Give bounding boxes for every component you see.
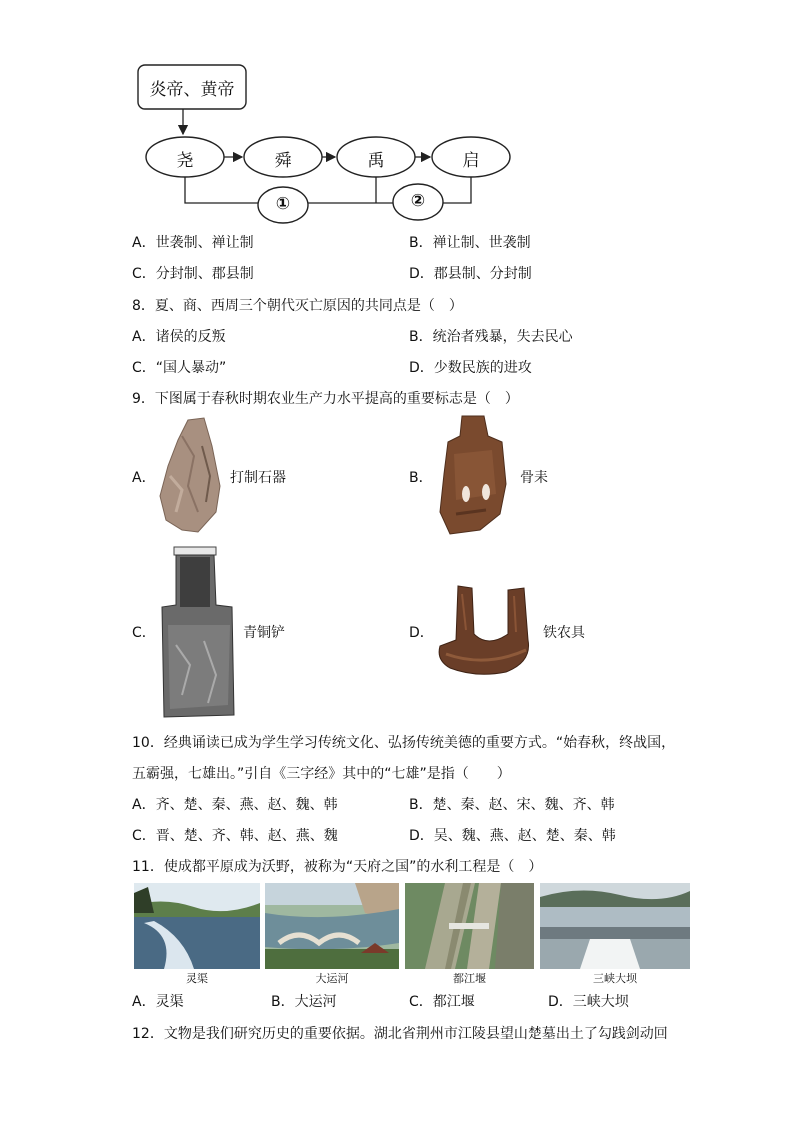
- q9-option-a[interactable]: [132, 469, 156, 487]
- q9-option-a-label: 打制石器: [230, 470, 286, 486]
- q9-option-d-letter: D．: [409, 625, 434, 641]
- q8-stem: 8．夏、商、西周三个朝代灭亡原因的共同点是（ ）: [132, 298, 463, 314]
- q11-option-a-text: 灵渠: [155, 994, 184, 1010]
- marker-2-label: ②: [410, 191, 426, 211]
- q10-stem-line1: 10．经典诵读已成为学生学习传统文化、弘扬传统美德的重要方式。“始春秋，终战国，: [132, 735, 676, 751]
- q10-option-a-text: 齐、楚、秦、燕、赵、魏、韩: [155, 797, 338, 813]
- lingqu-photo: [134, 883, 260, 969]
- lingqu-caption: 灵渠: [186, 972, 208, 985]
- three-gorges-caption: 三峡大坝: [593, 972, 637, 985]
- q10-option-b-text: 楚、秦、赵、宋、魏、齐、韩: [432, 797, 615, 813]
- q7-option-b-text: 禅让制、世袭制: [432, 235, 531, 251]
- node-yu-label: 禹: [367, 151, 385, 171]
- q9-stem: 9．下图属于春秋时期农业生产力水平提高的重要标志是（ ）: [132, 391, 519, 407]
- q8-option-b[interactable]: [409, 328, 573, 346]
- iron-tool-image: [436, 584, 540, 676]
- q9-option-b-letter: B．: [409, 470, 433, 486]
- q9-option-c-letter: C．: [132, 625, 156, 641]
- q7-option-c-text: 分封制、郡县制: [155, 266, 254, 282]
- bracket-2: [442, 177, 471, 203]
- q7-option-d-text: 郡县制、分封制: [433, 266, 532, 282]
- q9-option-b[interactable]: [409, 469, 433, 487]
- q8-option-b-letter: B．: [409, 329, 433, 345]
- q11-option-a[interactable]: [132, 993, 184, 1011]
- q10-option-c[interactable]: [132, 827, 338, 845]
- q11-option-b-text: 大运河: [294, 994, 337, 1010]
- q10-option-b-letter: B．: [409, 797, 433, 813]
- node-qi-label: 启: [462, 151, 480, 171]
- bracket-1: [185, 177, 258, 203]
- q7-option-d[interactable]: [409, 265, 532, 283]
- q7-option-c[interactable]: [132, 265, 254, 283]
- grand-canal-photo: [265, 883, 399, 969]
- q11-stem: 11．使成都平原成为沃野，被称为“天府之国”的水利工程是（ ）: [132, 859, 543, 875]
- q10-option-d-letter: D．: [409, 828, 434, 844]
- q10-option-d-text: 吴、魏、燕、赵、楚、秦、韩: [433, 828, 616, 844]
- marker-1-label: ①: [275, 194, 291, 214]
- node-shun-label: 舜: [274, 151, 292, 171]
- q10-option-d[interactable]: [409, 827, 616, 845]
- q8-option-b-text: 统治者残暴，失去民心: [432, 329, 573, 345]
- q9-option-c-label: 青铜铲: [243, 625, 285, 641]
- three-gorges-photo: [540, 883, 690, 969]
- q7-option-b[interactable]: [409, 234, 531, 252]
- stone-tool-image: [158, 416, 224, 536]
- q8-option-a-text: 诸侯的反叛: [155, 329, 226, 345]
- q7-option-a-text: 世袭制、禅让制: [155, 235, 254, 251]
- q9-option-a-letter: A．: [132, 470, 156, 486]
- q11-option-d-text: 三峡大坝: [572, 994, 629, 1010]
- q11-option-c-letter: C．: [409, 994, 433, 1010]
- q8-option-c[interactable]: [132, 359, 226, 377]
- q7-option-a[interactable]: [132, 234, 254, 252]
- q8-option-d[interactable]: [409, 359, 532, 377]
- grand-canal-caption: 大运河: [315, 972, 349, 985]
- q7-option-a-letter: A．: [132, 235, 156, 251]
- q7-option-d-letter: D．: [409, 266, 434, 282]
- q11-option-d-letter: D．: [548, 994, 573, 1010]
- q9-option-b-label: 骨耒: [520, 470, 548, 486]
- q11-option-b-letter: B．: [271, 994, 295, 1010]
- q8-option-d-letter: D．: [409, 360, 434, 376]
- q7-option-c-letter: C．: [132, 266, 156, 282]
- node-yao-label: 尧: [176, 151, 194, 171]
- q10-option-a[interactable]: [132, 796, 338, 814]
- q10-option-c-text: 晋、楚、齐、韩、赵、燕、魏: [155, 828, 338, 844]
- q10-option-c-letter: C．: [132, 828, 156, 844]
- bone-plow-image: [436, 414, 514, 536]
- box-yan-huang-label: 炎帝、黄帝: [149, 80, 235, 100]
- q8-option-a[interactable]: [132, 328, 226, 346]
- q11-option-c[interactable]: [409, 993, 475, 1011]
- q8-option-d-text: 少数民族的进攻: [433, 360, 532, 376]
- dujiangyan-photo: [405, 883, 534, 969]
- q11-option-a-letter: A．: [132, 994, 156, 1010]
- q11-option-c-text: 都江堰: [432, 994, 475, 1010]
- q10-option-b[interactable]: [409, 796, 615, 814]
- bronze-shovel-image: [160, 545, 238, 719]
- q7-option-b-letter: B．: [409, 235, 433, 251]
- q11-option-d[interactable]: [548, 993, 629, 1011]
- q11-option-b[interactable]: [271, 993, 337, 1011]
- q8-option-c-text: “国人暴动”: [155, 360, 227, 376]
- q12-stem: 12．文物是我们研究历史的重要依据。湖北省荆州市江陵县望山楚墓出土了勾践剑动回: [132, 1026, 668, 1042]
- q10-option-a-letter: A．: [132, 797, 156, 813]
- q8-option-a-letter: A．: [132, 329, 156, 345]
- q10-stem-line2: 五霸强，七雄出。”引自《三字经》其中的“七雄”是指（ ）: [132, 766, 511, 782]
- q8-option-c-letter: C．: [132, 360, 156, 376]
- succession-diagram: [136, 62, 516, 227]
- q9-option-c[interactable]: [132, 624, 156, 642]
- q9-option-d[interactable]: [409, 624, 434, 642]
- q9-option-d-label: 铁农具: [543, 625, 585, 641]
- dujiangyan-caption: 都江堰: [453, 972, 486, 985]
